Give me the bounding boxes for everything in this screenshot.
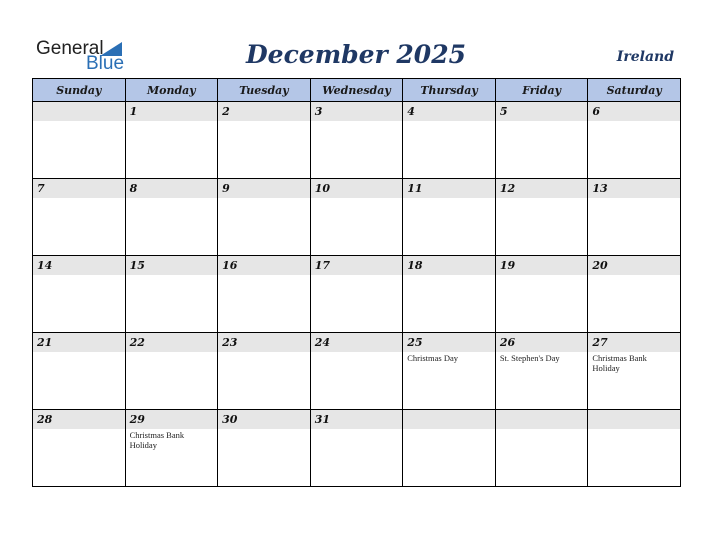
holiday-label: St. Stephen's Day	[499, 353, 560, 363]
holiday-label: Christmas Day	[407, 353, 459, 363]
day-number: 18	[403, 256, 495, 275]
holiday-label: Christmas Bank Holiday	[592, 353, 647, 373]
day-cell	[310, 179, 403, 256]
weekday-header-row	[33, 79, 681, 102]
day-number: 30	[218, 410, 310, 429]
day-cell	[218, 333, 311, 410]
day-number: 22	[126, 333, 218, 352]
day-cell	[310, 410, 403, 487]
day-number: 8	[126, 179, 218, 198]
week-row	[33, 256, 681, 333]
day-number: 26	[496, 333, 588, 352]
day-number: 19	[496, 256, 588, 275]
day-cell	[588, 333, 681, 410]
day-cell	[495, 256, 588, 333]
day-cell	[588, 256, 681, 333]
day-cell	[403, 333, 496, 410]
day-number: 5	[496, 102, 588, 121]
day-cell	[33, 256, 126, 333]
day-cell	[495, 410, 588, 487]
day-number: 25	[403, 333, 495, 352]
day-cell	[403, 179, 496, 256]
day-cell	[218, 410, 311, 487]
day-number: 4	[403, 102, 495, 121]
country-label: Ireland	[616, 49, 674, 65]
day-number: 23	[218, 333, 310, 352]
day-number: 31	[311, 410, 403, 429]
weekday-thursday: Thursday	[403, 79, 496, 102]
day-cell	[495, 333, 588, 410]
weekday-sunday: Sunday	[33, 79, 126, 102]
day-number	[33, 102, 125, 121]
day-cell	[125, 179, 218, 256]
day-cell	[495, 179, 588, 256]
day-number: 3	[311, 102, 403, 121]
day-cell	[33, 179, 126, 256]
day-cell	[310, 102, 403, 179]
day-number: 6	[588, 102, 680, 121]
calendar-body	[33, 102, 681, 487]
day-cell	[125, 256, 218, 333]
day-number: 7	[33, 179, 125, 198]
day-number: 12	[496, 179, 588, 198]
logo-text-blue: Blue	[86, 53, 125, 74]
day-cell	[403, 256, 496, 333]
day-cell	[403, 410, 496, 487]
day-number: 17	[311, 256, 403, 275]
day-cell	[125, 102, 218, 179]
day-cell	[33, 333, 126, 410]
day-number: 29	[126, 410, 218, 429]
day-number: 10	[311, 179, 403, 198]
day-number: 13	[588, 179, 680, 198]
weekday-wednesday: Wednesday	[310, 79, 403, 102]
week-row	[33, 410, 681, 487]
week-row	[33, 333, 681, 410]
holiday-label: Christmas Bank Holiday	[129, 430, 185, 450]
calendar-title: December 2025	[245, 40, 466, 69]
day-number: 1	[126, 102, 218, 121]
day-number	[403, 410, 495, 429]
calendar-grid	[32, 78, 681, 487]
week-row	[33, 179, 681, 256]
day-number: 14	[33, 256, 125, 275]
logo-text-general: General	[36, 38, 104, 59]
day-cell	[218, 256, 311, 333]
day-cell	[403, 102, 496, 179]
day-cell	[310, 333, 403, 410]
day-cell	[588, 410, 681, 487]
day-cell	[495, 102, 588, 179]
day-number	[588, 410, 680, 429]
day-number: 2	[218, 102, 310, 121]
day-cell	[218, 102, 311, 179]
day-number: 24	[311, 333, 403, 352]
weekday-tuesday: Tuesday	[218, 79, 311, 102]
day-number: 16	[218, 256, 310, 275]
day-number: 20	[588, 256, 680, 275]
day-cell	[218, 179, 311, 256]
weekday-monday: Monday	[125, 79, 218, 102]
day-number: 21	[33, 333, 125, 352]
day-number: 28	[33, 410, 125, 429]
day-cell	[33, 410, 126, 487]
week-row	[33, 102, 681, 179]
day-number: 9	[218, 179, 310, 198]
weekday-friday: Friday	[495, 79, 588, 102]
day-cell	[125, 333, 218, 410]
day-number: 15	[126, 256, 218, 275]
day-cell	[588, 102, 681, 179]
day-cell	[125, 410, 218, 487]
day-cell	[33, 102, 126, 179]
day-cell	[588, 179, 681, 256]
day-cell	[310, 256, 403, 333]
day-number: 27	[588, 333, 680, 352]
weekday-saturday: Saturday	[588, 79, 681, 102]
day-number: 11	[403, 179, 495, 198]
day-number	[496, 410, 588, 429]
